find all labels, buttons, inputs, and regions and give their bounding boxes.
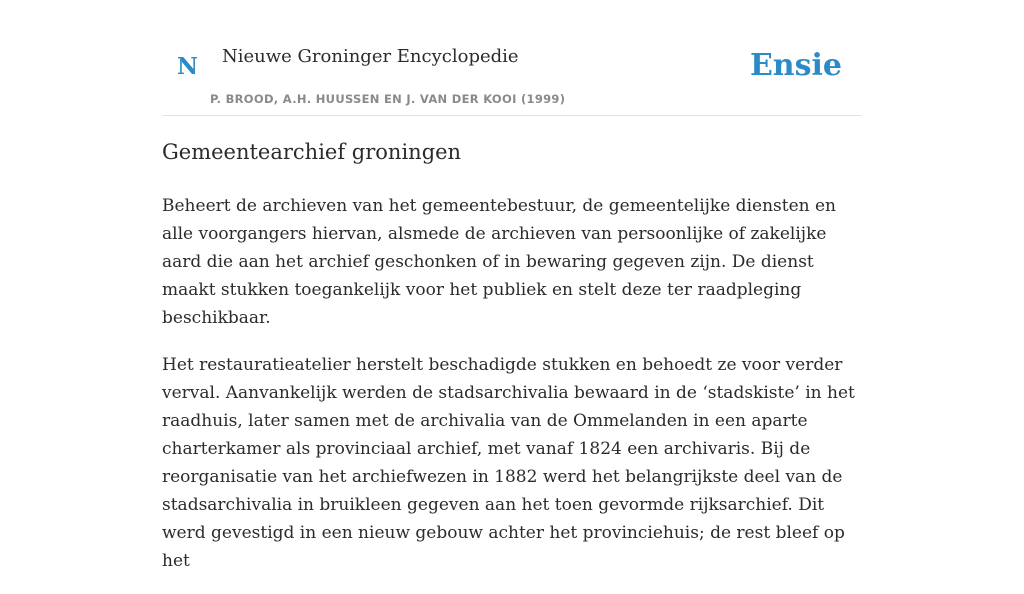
book-authors: P. BROOD, A.H. HUUSSEN EN J. VAN DER KOOI (1999) (210, 92, 566, 106)
book-title-link[interactable]: Nieuwe Groninger Encyclopedie (222, 46, 519, 67)
article-body (162, 192, 862, 594)
article-title: Gemeentearchief groningen (162, 140, 462, 164)
book-logo[interactable]: N (177, 53, 199, 80)
article-paragraph: Het restauratieatelier herstelt beschadigde stukken en behoedt ze voor verder verval. Aanvankelijk werden de stadsarchivalia bewaard in de ‘stadskiste’ in het raadhuis, later samen met de archivalia van de Ommelanden in een aparte charterkamer als provinciaal archief, met vanaf 1824 een archivaris. Bij de reorganisatie van het archiefwezen in 1882 werd het belangrijkste deel van de stadsarchivalia in bruikleen gegeven aan het toen gevormde rijksarchief. Dit werd gevestigd in een nieuw gebouw achter het provinciehuis; de rest bleef op het (162, 355, 855, 571)
article-paragraph: Beheert de archieven van het gemeentebestuur, de gemeentelijke diensten en alle voorgangers hiervan, alsmede de archieven van persoonlijke of zakelijke aard die aan het archief geschonken of in bewaring gegeven zijn. De dienst maakt stukken toegankelijk voor het publiek en stelt deze ter raadpleging beschikbaar. (162, 196, 836, 328)
brand-logo-link[interactable]: Ensie (749, 48, 842, 83)
content-container (162, 0, 862, 571)
header (162, 0, 862, 116)
